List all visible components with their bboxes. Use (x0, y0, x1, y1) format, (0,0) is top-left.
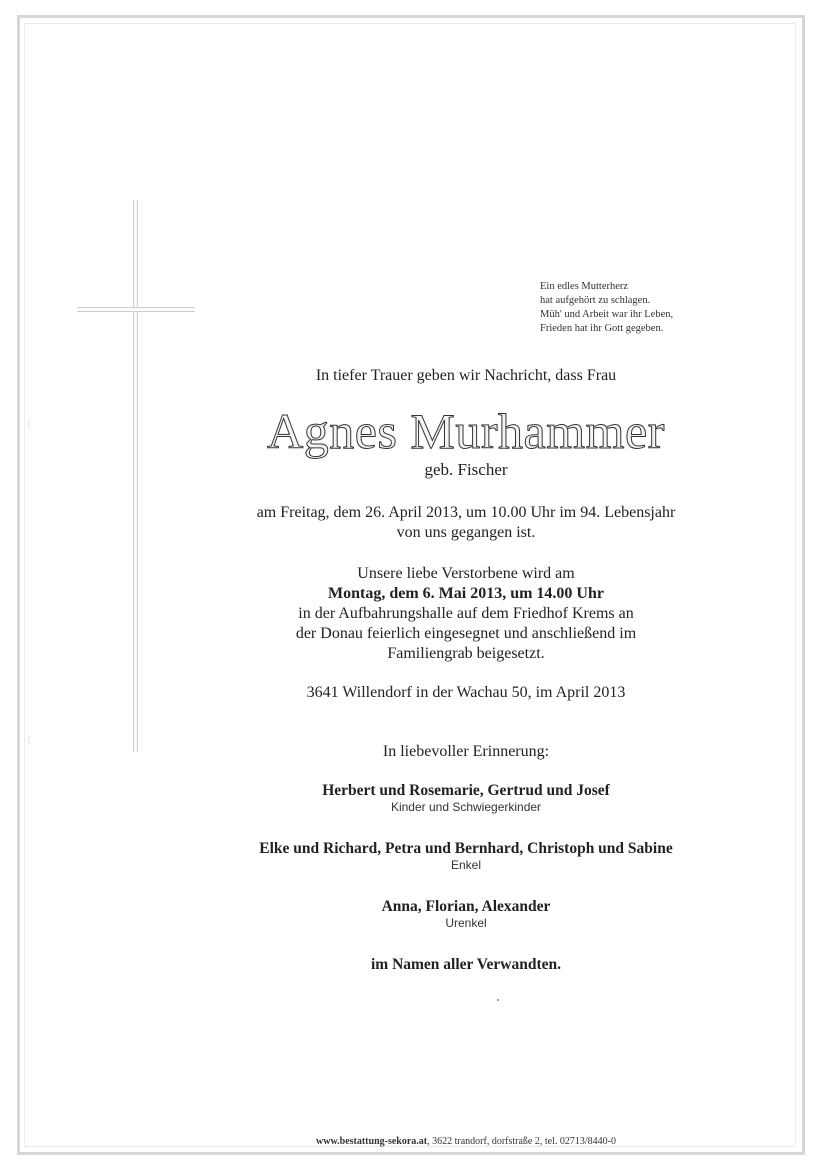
family-relation: Enkel (450, 858, 482, 872)
family-group (130, 840, 802, 872)
family-relation: Urenkel (445, 916, 487, 930)
funeral-line: in der Aufbahrungshalle auf dem Friedhof Krems an (298, 605, 634, 622)
family-names: Herbert und Rosemarie, Gertrud und Josef (322, 782, 610, 799)
footer (130, 1136, 802, 1147)
memory-heading: In liebevoller Erinnerung: (382, 743, 550, 760)
funeral-date: Montag, dem 6. Mai 2013, um 14.00 Uhr (328, 585, 604, 602)
deceased-name: Agnes Murhammer (267, 403, 665, 459)
quote-line: Müh' und Arbeit war ihr Leben, (540, 309, 674, 320)
quote-line: Frieden hat ihr Gott gegeben. (540, 323, 664, 334)
funeral-line: Familiengrab beigesetzt. (387, 645, 545, 662)
death-line: von uns gegangen ist. (396, 524, 536, 541)
footer-address: , 3622 trandorf, dorfstraße 2, tel. 02713/8440-0 (427, 1136, 616, 1147)
cross-icon-horizontal (77, 307, 195, 312)
place-date: 3641 Willendorf in der Wachau 50, im April 2013 (306, 684, 626, 701)
punch-hole-mark (28, 418, 39, 430)
birth-name: geb. Fischer (424, 460, 508, 479)
family-group (130, 898, 802, 930)
family-names: Elke und Richard, Petra und Bernhard, Christoph und Sabine (259, 840, 673, 857)
family-relation: Kinder und Schwiegerkinder (390, 800, 542, 814)
family-group (130, 782, 802, 814)
funeral-line: der Donau feierlich eingesegnet und anschließend im (295, 625, 637, 642)
punch-hole-mark (28, 734, 39, 746)
funeral-line: Unsere liebe Verstorbene wird am (357, 565, 575, 582)
death-notice (130, 503, 802, 543)
family-names: Anna, Florian, Alexander (381, 898, 551, 915)
death-line: am Freitag, dem 26. April 2013, um 10.00 Uhr im 94. Lebensjahr (256, 504, 676, 521)
intro-text: In tiefer Trauer geben wir Nachricht, dass Frau (315, 367, 617, 384)
funeral-notice (130, 564, 802, 664)
quote-line: hat aufgehört zu schlagen. (540, 295, 651, 306)
print-speck (497, 999, 499, 1001)
closing-text: im Namen aller Verwandten. (370, 956, 561, 973)
memorial-quote (540, 280, 740, 336)
quote-line: Ein edles Mutterherz (540, 281, 629, 292)
footer-website[interactable]: www.bestattung-sekora.at (316, 1136, 428, 1147)
